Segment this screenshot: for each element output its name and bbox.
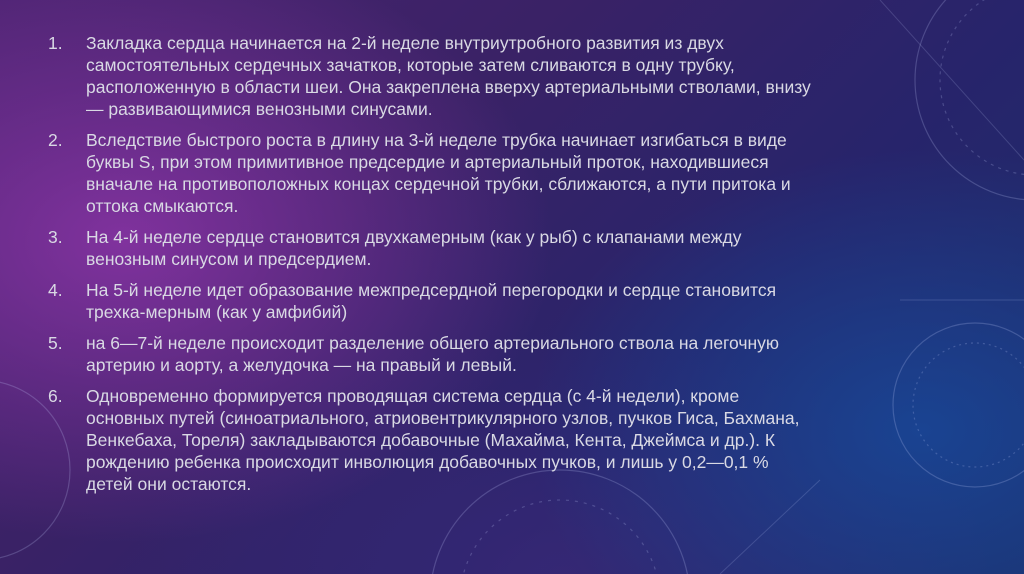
list-item — [48, 332, 958, 376]
list-item-text: На 5-й неделе идет образование межпредсердной перегородки и сердце становится трехка-мерным (как у амфибий) — [86, 280, 777, 322]
numbered-list — [48, 32, 958, 504]
list-item — [48, 279, 958, 323]
list-item-number: 5. — [48, 333, 63, 353]
list-item-number: 4. — [48, 280, 63, 300]
list-item-number: 2. — [48, 130, 63, 150]
list-item — [48, 385, 958, 495]
list-item-text: на 6—7-й неделе происходит разделение общего артериального ствола на легочную артерию и аорту, а желудочка — на правый и левый. — [86, 333, 780, 375]
list-item-text: Вследствие быстрого роста в длину на 3-й неделе трубка начинает изгибаться в виде буквы S, при этом примитивное предсердие и артериальный проток, находившиеся вначале на противоположных концах сердечной трубки, сближаются, а пути притока и оттока смыкаются. — [86, 130, 791, 216]
list-item-number: 1. — [48, 33, 63, 53]
list-item — [48, 226, 958, 270]
list-item-text: Одновременно формируется проводящая система сердца (с 4-й недели), кроме основных путей (синоатриального, атриовентрикулярного узлов, пучков Гиса, Бахмана, Венкебаха, Тореля) закладываются добавочные (Махайма, Кента, Джеймса и др.). К рождению ребенка происходит инволюция добавочных пучков, и лишь у 0,2—0,1 % детей они остаются. — [86, 386, 800, 494]
list-item — [48, 129, 958, 217]
list-item-text: На 4-й неделе сердце становится двухкамерным (как у рыб) с клапанами между венозным синусом и предсердием. — [86, 227, 742, 269]
list-item-text: Закладка сердца начинается на 2-й неделе внутриутробного развития из двух самостоятельных сердечных зачатков, которые затем сливаются в одну трубку, расположенную в области шеи. Она закреплена вверху артериальными стволами, внизу — развивающимися венозными синусами. — [86, 33, 811, 119]
list-item — [48, 32, 958, 120]
list-item-number: 3. — [48, 227, 63, 247]
list-item-number: 6. — [48, 386, 63, 406]
